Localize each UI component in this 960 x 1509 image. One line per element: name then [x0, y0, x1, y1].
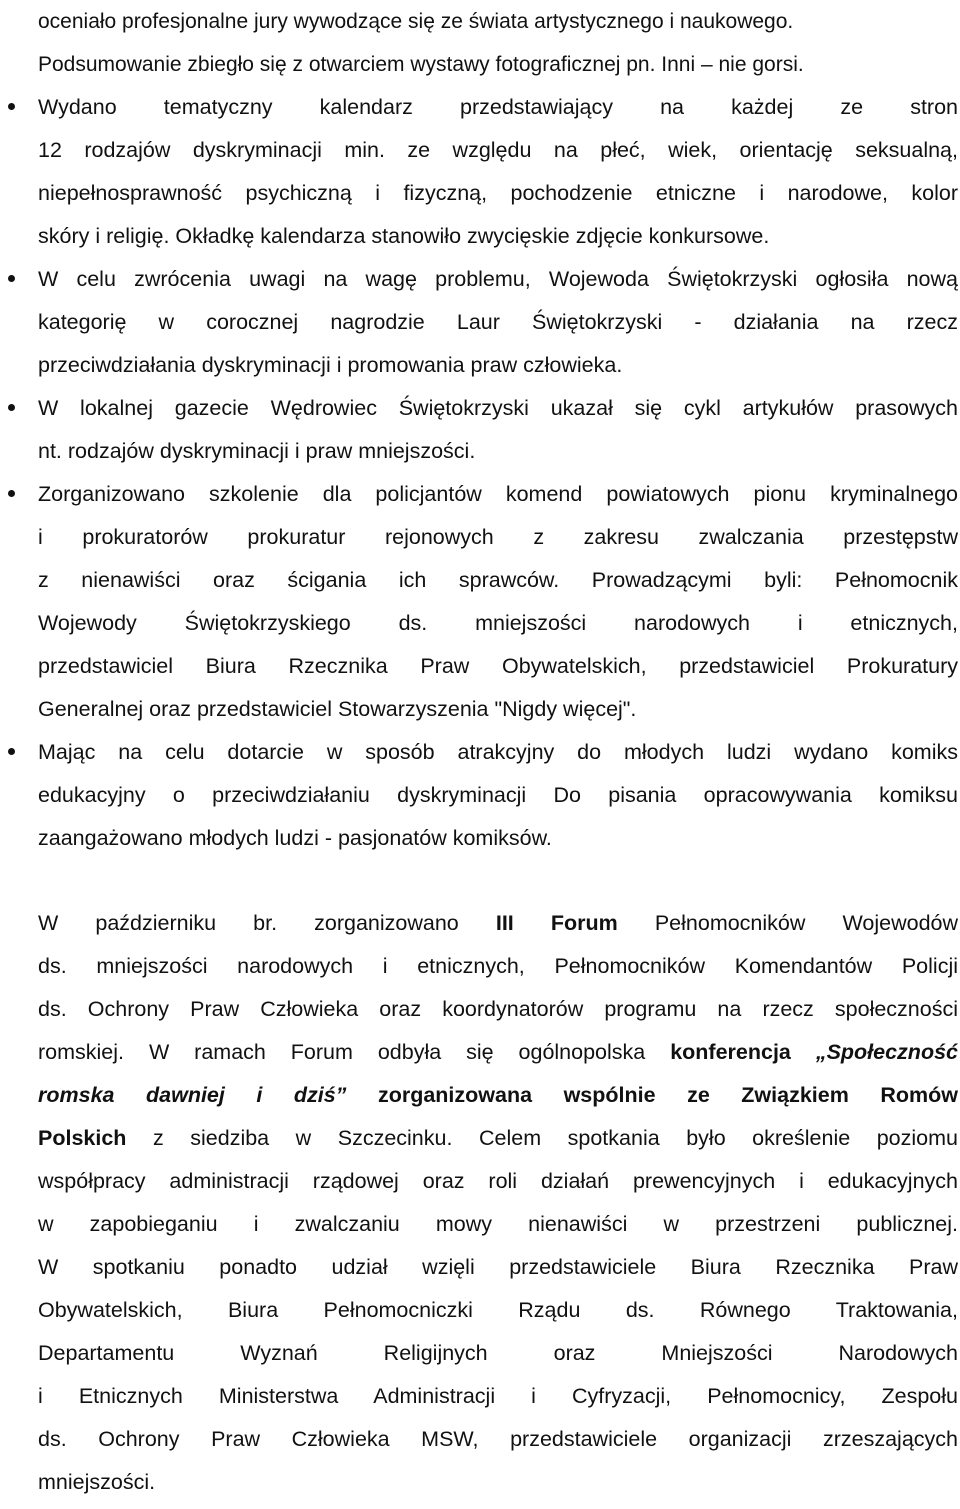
list-item — [38, 731, 958, 860]
text-line — [38, 1074, 958, 1117]
conference-organizer: Polskich — [38, 1126, 127, 1150]
paragraph-gap — [38, 860, 958, 902]
text-line: Generalnej oraz przedstawiciel Stowarzyszenia "Nigdy więcej". — [38, 697, 637, 721]
bullet-icon — [8, 404, 15, 411]
text-line: zaangażowano młodych ludzi - pasjonatów komiksów. — [38, 826, 552, 850]
text-line — [38, 1031, 958, 1074]
text-line: niepełnosprawność psychiczną i fizyczną, pochodzenie etniczne i narodowe, kolor — [38, 181, 958, 205]
text-line: Zorganizowano szkolenie dla policjantów komend powiatowych pionu kryminalnego — [38, 482, 958, 506]
text-line: skóry i religię. Okładkę kalendarza stanowiło zwycięskie zdjęcie konkursowe. — [38, 224, 770, 248]
conference-organizer: zorganizowana wspólnie ze Związkiem Romów — [346, 1083, 958, 1107]
text-line: przedstawiciel Biura Rzecznika Praw Obywatelskich, przedstawiciel Prokuratury — [38, 654, 958, 678]
text-line: Obywatelskich, Biura Pełnomocniczki Rządu ds. Równego Traktowania, — [38, 1298, 958, 1322]
text-line: ds. Ochrony Praw Człowieka MSW, przedstawiciele organizacji zrzeszających — [38, 1427, 958, 1451]
text-line: przeciwdziałania dyskryminacji i promowania praw człowieka. — [38, 353, 623, 377]
text-line: mniejszości. — [38, 1470, 156, 1494]
text-run: W październiku br. zorganizowano — [38, 911, 496, 935]
text-run: z siedziba w Szczecinku. Celem spotkania było określenie poziomu — [126, 1126, 958, 1150]
text-line: Departamentu Wyznań Religijnych oraz Mniejszości Narodowych — [38, 1341, 958, 1365]
list-item — [38, 387, 958, 473]
text-line: współpracy administracji rządowej oraz roli działań prewencyjnych i edukacyjnych — [38, 1169, 958, 1193]
text-line: i prokuratorów prokuratur rejonowych z zakresu zwalczania przestępstw — [38, 525, 958, 549]
text-line: i Etnicznych Ministerstwa Administracji i Cyfryzacji, Pełnomocnicy, Zespołu — [38, 1384, 958, 1408]
closing-paragraph — [38, 902, 958, 1504]
bullet-icon — [8, 103, 15, 110]
text-line: Mając na celu dotarcie w sposób atrakcyjny do młodych ludzi wydano komiks — [38, 740, 958, 764]
text-line: W lokalnej gazecie Wędrowiec Świętokrzyski ukazał się cykl artykułów prasowych — [38, 396, 958, 420]
list-item — [38, 258, 958, 387]
text-line: nt. rodzajów dyskryminacji i praw mniejszości. — [38, 439, 476, 463]
text-line: w zapobieganiu i zwalczaniu mowy nienawiści w przestrzeni publicznej. — [38, 1212, 958, 1236]
text-line: ds. mniejszości narodowych i etnicznych, Pełnomocników Komendantów Policji — [38, 954, 958, 978]
document-page — [38, 0, 958, 1504]
text-line: W spotkaniu ponadto udział wzięli przedstawiciele Biura Rzecznika Praw — [38, 1255, 958, 1279]
bullet-icon — [8, 490, 15, 497]
conference-title: „Społeczność — [815, 1040, 958, 1064]
conference-title: romska dawniej i dziś” — [38, 1083, 347, 1107]
text-line — [38, 1117, 958, 1160]
text-line: oceniało profesjonalne jury wywodzące się ze świata artystycznego i naukowego. — [38, 10, 794, 33]
text-run: Pełnomocników Wojewodów — [617, 911, 959, 935]
text-line — [38, 902, 958, 945]
text-line: edukacyjny o przeciwdziałaniu dyskryminacji Do pisania opracowywania komiksu — [38, 783, 958, 807]
text-line: Podsumowanie zbiegło się z otwarciem wystawy fotograficznej pn. Inni – nie gorsi. — [38, 53, 804, 76]
text-line: 12 rodzajów dyskryminacji min. ze względu na płeć, wiek, orientację seksualną, — [38, 138, 958, 162]
text-run: romskiej. W ramach Forum odbyła się ogólnopolska — [38, 1040, 671, 1064]
forum-name: III Forum — [495, 911, 618, 935]
text-line: Wojewody Świętokrzyskiego ds. mniejszości narodowych i etnicznych, — [38, 611, 958, 635]
intro-paragraph — [38, 0, 958, 86]
text-line: z nienawiści oraz ścigania ich sprawców. Prowadzącymi byli: Pełnomocnik — [38, 568, 958, 592]
list-item — [38, 473, 958, 731]
bullet-icon — [8, 275, 15, 282]
conference-label: konferencja — [670, 1040, 816, 1064]
text-line: W celu zwrócenia uwagi na wagę problemu, Wojewoda Świętokrzyski ogłosiła nową — [38, 267, 958, 291]
text-line: ds. Ochrony Praw Człowieka oraz koordynatorów programu na rzecz społeczności — [38, 997, 958, 1021]
text-line: Wydano tematyczny kalendarz przedstawiający na każdej ze stron — [38, 95, 958, 119]
bullet-icon — [8, 748, 15, 755]
list-item — [38, 86, 958, 258]
text-line: kategorię w corocznej nagrodzie Laur Świętokrzyski - działania na rzecz — [38, 310, 958, 334]
